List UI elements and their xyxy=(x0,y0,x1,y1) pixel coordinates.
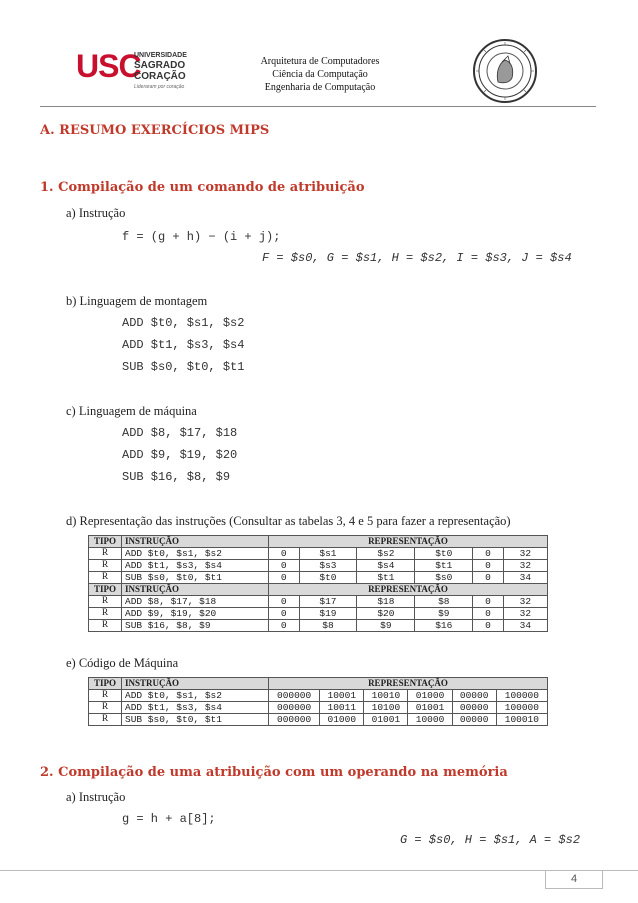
logo-brand: USC xyxy=(76,48,141,84)
cell-rt: $18 xyxy=(357,596,415,608)
cell-rs: 10011 xyxy=(320,702,364,714)
cell-instr: ADD $t0, $s1, $s2 xyxy=(122,690,269,702)
page-number: 4 xyxy=(545,870,603,889)
footer-divider xyxy=(0,870,638,871)
cell-funct: 100010 xyxy=(496,714,547,726)
item-2a-vars: G = $s0, H = $s1, A = $s2 xyxy=(400,833,581,847)
item-c-label: c) Linguagem de máquina xyxy=(66,404,197,418)
header-tipo: TIPO xyxy=(89,536,122,548)
cell-tipo: R xyxy=(89,572,122,584)
cell-op: 000000 xyxy=(269,690,320,702)
item-a-code: f = (g + h) − (i + j); xyxy=(122,230,281,244)
machine-line-1: ADD $8, $17, $18 xyxy=(122,426,238,440)
logo-line1: UNIVERSIDADE xyxy=(134,52,187,59)
header-line-3: Engenharia de Computação xyxy=(264,82,376,93)
cell-funct: 34 xyxy=(503,620,547,632)
table-header-row xyxy=(89,536,548,548)
cell-funct: 32 xyxy=(503,548,547,560)
header-representacao: REPRESENTAÇÃO xyxy=(269,536,548,548)
cell-funct: 100000 xyxy=(496,690,547,702)
representation-table xyxy=(88,535,548,632)
table-row xyxy=(89,690,548,702)
cell-rs: $19 xyxy=(299,608,357,620)
cell-instr: ADD $8, $17, $18 xyxy=(122,596,269,608)
machine-line-2: ADD $9, $19, $20 xyxy=(122,448,238,462)
header-instrucao: INSTRUÇÃO xyxy=(122,678,269,690)
header-representacao: REPRESENTAÇÃO xyxy=(269,584,548,596)
cell-funct: 100000 xyxy=(496,702,547,714)
cell-shamt: 0 xyxy=(473,572,504,584)
cell-op: 0 xyxy=(269,572,300,584)
cell-tipo: R xyxy=(89,548,122,560)
header-course-lines xyxy=(230,55,410,94)
cell-funct: 32 xyxy=(503,596,547,608)
cell-shamt: 0 xyxy=(473,596,504,608)
header-representacao: REPRESENTAÇÃO xyxy=(269,678,548,690)
cell-rs: $17 xyxy=(299,596,357,608)
logo-line3: CORAÇÃO xyxy=(134,71,186,82)
table-row xyxy=(89,548,548,560)
cell-rs: 10001 xyxy=(320,690,364,702)
cell-tipo: R xyxy=(89,620,122,632)
table-row xyxy=(89,596,548,608)
cell-rt: $9 xyxy=(357,620,415,632)
cell-shamt: 00000 xyxy=(452,702,496,714)
table-row xyxy=(89,560,548,572)
cell-funct: 32 xyxy=(503,608,547,620)
cell-shamt: 00000 xyxy=(452,690,496,702)
table-row xyxy=(89,572,548,584)
cell-shamt: 00000 xyxy=(452,714,496,726)
cell-instr: ADD $t0, $s1, $s2 xyxy=(122,548,269,560)
cell-instr: SUB $s0, $t0, $t1 xyxy=(122,572,269,584)
cell-op: 000000 xyxy=(269,702,320,714)
cell-tipo: R xyxy=(89,702,122,714)
cell-op: 000000 xyxy=(269,714,320,726)
cell-rd: $8 xyxy=(415,596,473,608)
table-header-row xyxy=(89,678,548,690)
cell-rt: $s2 xyxy=(357,548,415,560)
cell-rd: 01001 xyxy=(408,702,452,714)
cell-rd: $9 xyxy=(415,608,473,620)
machine-code-table xyxy=(88,677,548,726)
cell-op: 0 xyxy=(269,620,300,632)
cell-tipo: R xyxy=(89,596,122,608)
item-e-label: e) Código de Máquina xyxy=(66,656,179,670)
asm-line-3: SUB $s0, $t0, $t1 xyxy=(122,360,245,374)
cell-rd: 01000 xyxy=(408,690,452,702)
header-instrucao: INSTRUÇÃO xyxy=(122,536,269,548)
cell-rd: $t1 xyxy=(415,560,473,572)
section-title-2: 2. Compilação de uma atribuição com um operando na memória xyxy=(40,765,508,780)
logo-line2: SAGRADO xyxy=(134,60,186,71)
item-a-vars: F = $s0, G = $s1, H = $s2, I = $s3, J = $s4 xyxy=(262,251,572,265)
asm-line-1: ADD $t0, $s1, $s2 xyxy=(122,316,245,330)
item-2a-label: a) Instrução xyxy=(66,790,126,804)
cell-rt: $20 xyxy=(357,608,415,620)
cell-instr: ADD $t1, $s3, $s4 xyxy=(122,560,269,572)
cell-shamt: 0 xyxy=(473,560,504,572)
cell-instr: SUB $s0, $t0, $t1 xyxy=(122,714,269,726)
usc-logo xyxy=(76,48,206,94)
cell-rs: 01000 xyxy=(320,714,364,726)
table-row xyxy=(89,620,548,632)
item-2a-code: g = h + a[8]; xyxy=(122,812,216,826)
cell-rs: $t0 xyxy=(299,572,357,584)
cell-rd: 10000 xyxy=(408,714,452,726)
cell-rd: $t0 xyxy=(415,548,473,560)
cell-shamt: 0 xyxy=(473,620,504,632)
section-title-1: 1. Compilação de um comando de atribuição xyxy=(40,180,365,195)
header-line-2: Ciência da Computação xyxy=(272,69,368,80)
university-seal-icon xyxy=(472,38,538,104)
cell-op: 0 xyxy=(269,560,300,572)
cell-rd: $s0 xyxy=(415,572,473,584)
item-a-label: a) Instrução xyxy=(66,206,126,220)
cell-rs: $s3 xyxy=(299,560,357,572)
cell-rd: $16 xyxy=(415,620,473,632)
cell-instr: ADD $9, $19, $20 xyxy=(122,608,269,620)
item-b-label: b) Linguagem de montagem xyxy=(66,294,208,308)
cell-tipo: R xyxy=(89,690,122,702)
cell-rt: $t1 xyxy=(357,572,415,584)
cell-op: 0 xyxy=(269,596,300,608)
cell-op: 0 xyxy=(269,608,300,620)
cell-rt: $s4 xyxy=(357,560,415,572)
asm-line-2: ADD $t1, $s3, $s4 xyxy=(122,338,245,352)
header-divider xyxy=(40,106,596,107)
cell-rs: $s1 xyxy=(299,548,357,560)
cell-rt: 10010 xyxy=(364,690,408,702)
header-tipo: TIPO xyxy=(89,678,122,690)
table-row xyxy=(89,702,548,714)
logo-tagline: Lideraram por coração xyxy=(134,84,185,90)
table-header-row xyxy=(89,584,548,596)
cell-shamt: 0 xyxy=(473,548,504,560)
table-row xyxy=(89,714,548,726)
cell-rt: 01001 xyxy=(364,714,408,726)
cell-instr: ADD $t1, $s3, $s4 xyxy=(122,702,269,714)
cell-tipo: R xyxy=(89,714,122,726)
cell-instr: SUB $16, $8, $9 xyxy=(122,620,269,632)
cell-rt: 10100 xyxy=(364,702,408,714)
cell-tipo: R xyxy=(89,560,122,572)
table-row xyxy=(89,608,548,620)
cell-funct: 32 xyxy=(503,560,547,572)
cell-tipo: R xyxy=(89,608,122,620)
header-tipo: TIPO xyxy=(89,584,122,596)
item-d-label: d) Representação das instruções (Consultar as tabelas 3, 4 e 5 para fazer a representação) xyxy=(66,514,511,528)
header-line-1: Arquitetura de Computadores xyxy=(260,56,380,67)
cell-funct: 34 xyxy=(503,572,547,584)
cell-shamt: 0 xyxy=(473,608,504,620)
section-title-a: A. RESUMO EXERCÍCIOS MIPS xyxy=(40,123,270,138)
cell-op: 0 xyxy=(269,548,300,560)
header-instrucao: INSTRUÇÃO xyxy=(122,584,269,596)
cell-rs: $8 xyxy=(299,620,357,632)
machine-line-3: SUB $16, $8, $9 xyxy=(122,470,231,484)
